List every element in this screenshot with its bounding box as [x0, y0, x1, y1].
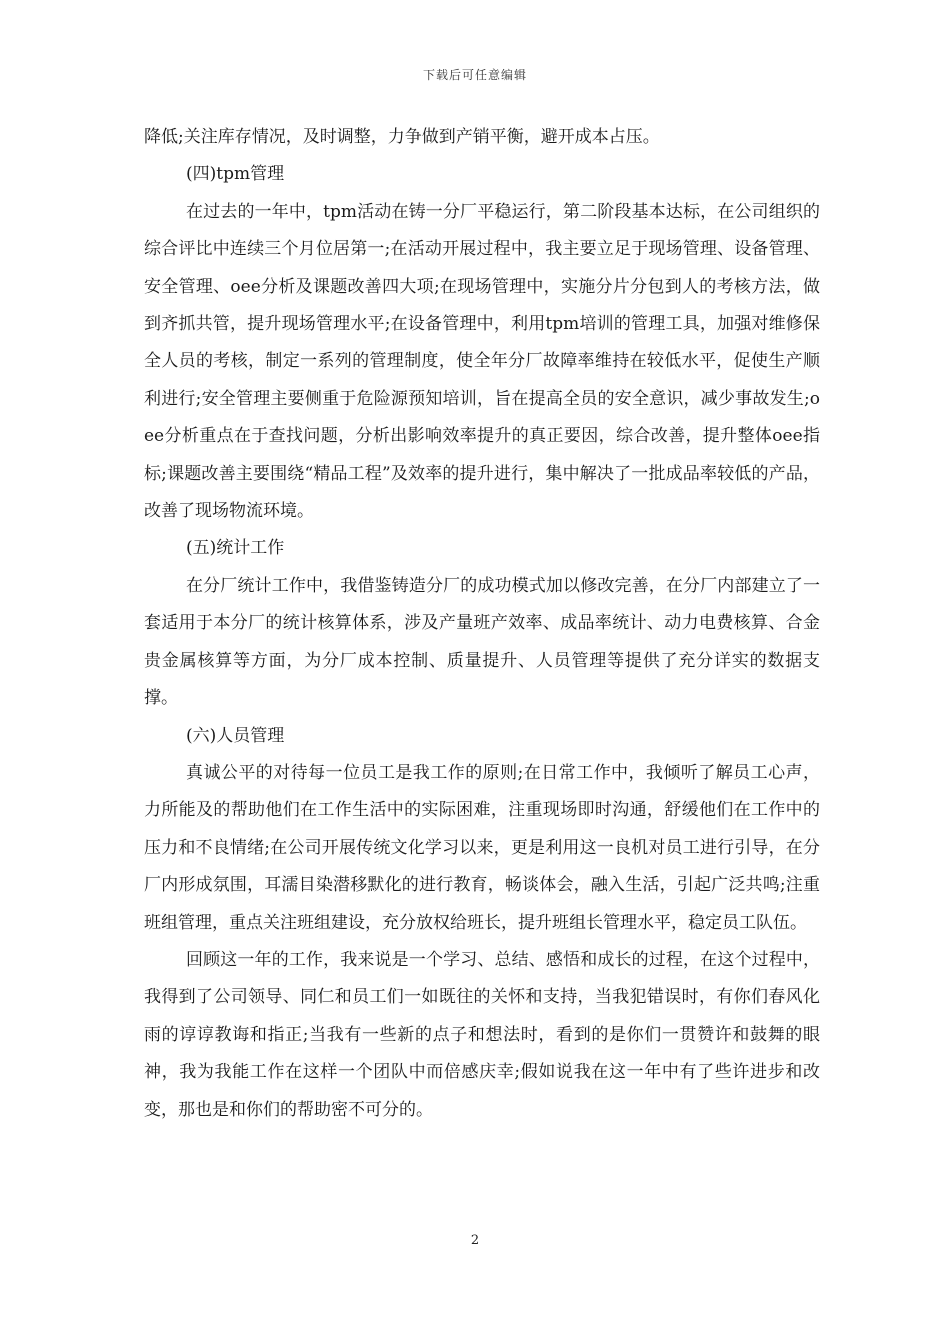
paragraph-review: 回顾这一年的工作，我来说是一个学习、总结、感悟和成长的过程，在这个过程中，我得到了公司领导、同仁和员工们一如既往的关怀和支持，当我犯错误时，有你们春风化雨的谆谆教诲和指正;当我有一些新的点子和想法时，看到的是你们一贯赞许和鼓舞的眼神，我为我能工作在这样一个团队中而倍感庆幸;假如说我在这一年中有了些许进步和改变，那也是和你们的帮助密不可分的。 [144, 949, 820, 1120]
page-header: 下载后可任意编辑 [422, 68, 527, 82]
paragraph-personnel: 真诚公平的对待每一位员工是我工作的原则;在日常工作中，我倾听了解员工心声，力所能及的帮助他们在工作生活中的实际困难，注重现场即时沟通，舒缓他们在工作中的压力和不良情绪;在公司开展传统文化学习以来，更是利用这一良机对员工进行引导，在分厂内形成氛围，耳濡目染潜移默化的进行教育，畅谈体会，融入生活，引起广泛共鸣;注重班组管理，重点关注班组建设，充分放权给班长，提升班组长管理水平，稳定员工队伍。 [144, 762, 820, 933]
paragraph-continuation: 降低;关注库存情况，及时调整，力争做到产销平衡，避开成本占压。 [144, 127, 660, 147]
section-heading-statistics: (五)统计工作 [186, 538, 285, 559]
section-heading-tpm: (四)tpm管理 [186, 164, 285, 185]
paragraph-statistics: 在分厂统计工作中，我借鉴铸造分厂的成功模式加以修改完善，在分厂内部建立了一套适用于本分厂的统计核算体系，涉及产量班产效率、成品率统计、动力电费核算、合金贵金属核算等方面，为分厂成本控制、质量提升、人员管理等提供了充分详实的数据支撑。 [144, 575, 820, 709]
paragraph-tpm: 在过去的一年中，tpm活动在铸一分厂平稳运行，第二阶段基本达标，在公司组织的综合评比中连续三个月位居第一;在活动开展过程中，我主要立足于现场管理、设备管理、安全管理、oee分析及课题改善四大项;在现场管理中，实施分片分包到人的考核方法，做到齐抓共管，提升现场管理水平;在设备管理中，利用tpm培训的管理工具，加强对维修保全人员的考核，制定一系列的管理制度，使全年分厂故障率维持在较低水平，促使生产顺利进行;安全管理主要侧重于危险源预知培训，旨在提高全员的安全意识，减少事故发生;oee分析重点在于查找问题，分析出影响效率提升的真正要因，综合改善，提升整体oee指标;课题改善主要围绕“精品工程”及效率的提升进行，集中解决了一批成品率较低的产品，改善了现场物流环境。 [144, 201, 820, 522]
page-number: 2 [470, 1233, 480, 1248]
section-heading-personnel: (六)人员管理 [186, 725, 285, 746]
document-body [144, 119, 820, 1129]
